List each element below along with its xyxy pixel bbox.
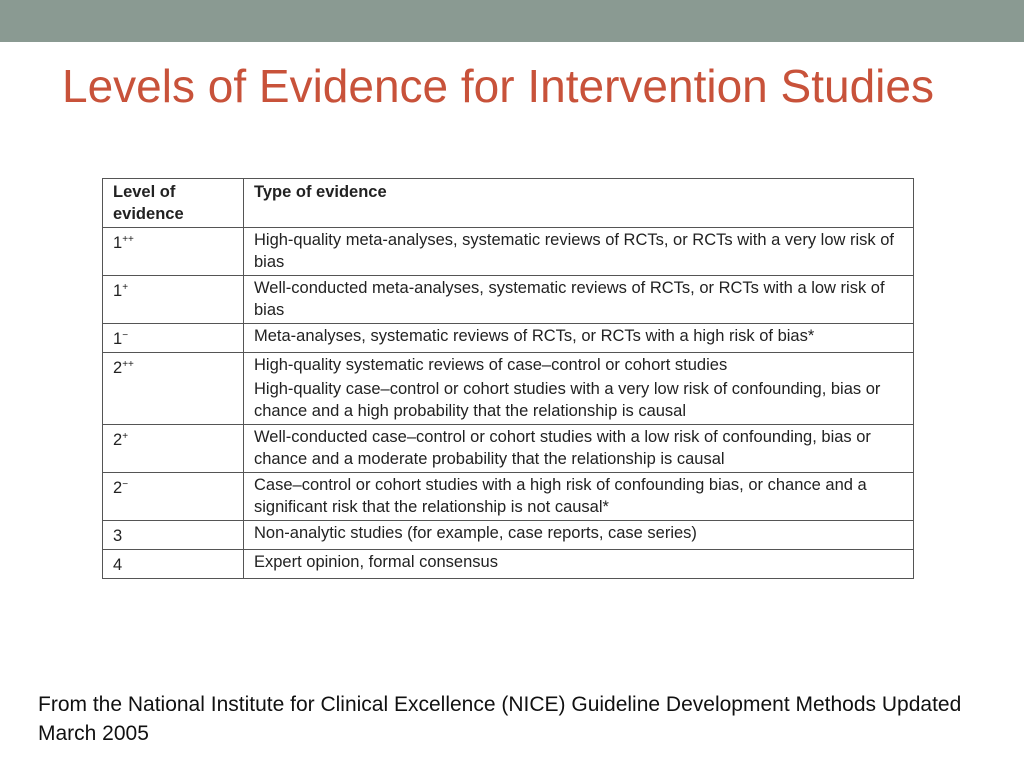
table-row (103, 425, 914, 473)
source-caption: From the National Institute for Clinical Excellence (NICE) Guideline Development Methods Updated March 2005 (38, 693, 962, 745)
table-body (103, 228, 914, 579)
level-cell (103, 276, 244, 324)
evidence-table (102, 178, 914, 579)
evidence-cell (244, 521, 914, 550)
table-row (103, 324, 914, 353)
evidence-cell (244, 425, 914, 473)
level-cell (103, 324, 244, 353)
table-row (103, 353, 914, 425)
evidence-text: Case–control or cohort studies with a high risk of confounding bias, or chance and a significant risk that the relationship is not causal* (254, 476, 867, 516)
level-superscript: − (122, 479, 129, 490)
level-number: 2 (113, 359, 123, 377)
slide-title: Levels of Evidence for Intervention Studies (62, 60, 934, 112)
evidence-cell (244, 353, 914, 425)
level-number: 4 (113, 556, 123, 574)
evidence-text: High-quality case–control or cohort studies with a very low risk of confounding, bias or chance and a high probability that the relationship is causal (254, 380, 881, 420)
top-accent-bar (0, 0, 1024, 42)
level-superscript: ++ (122, 359, 134, 370)
table-row (103, 473, 914, 521)
level-cell (103, 473, 244, 521)
level-number: 2 (113, 479, 123, 497)
evidence-text: Expert opinion, formal consensus (254, 553, 498, 571)
evidence-text: Non-analytic studies (for example, case reports, case series) (254, 524, 697, 542)
level-cell (103, 353, 244, 425)
level-superscript: ++ (122, 234, 134, 245)
evidence-text: Well-conducted meta-analyses, systematic reviews of RCTs, or RCTs with a low risk of bias (254, 279, 885, 319)
evidence-text: Meta-analyses, systematic reviews of RCTs, or RCTs with a high risk of bias* (254, 327, 815, 345)
level-number: 3 (113, 527, 123, 545)
level-cell (103, 550, 244, 579)
level-superscript: − (122, 330, 129, 341)
evidence-cell (244, 276, 914, 324)
level-number: 1 (113, 282, 123, 300)
level-superscript: + (122, 282, 129, 293)
evidence-cell (244, 324, 914, 353)
evidence-text: Well-conducted case–control or cohort studies with a low risk of confounding, bias or chance and a moderate probability that the relationship is causal (254, 428, 871, 468)
evidence-cell (244, 550, 914, 579)
evidence-cell (244, 473, 914, 521)
level-number: 1 (113, 330, 123, 348)
evidence-text: High-quality systematic reviews of case–control or cohort studies (254, 356, 728, 374)
table-row (103, 276, 914, 324)
evidence-text: High-quality meta-analyses, systematic reviews of RCTs, or RCTs with a very low risk of bias (254, 231, 895, 271)
header-type: Type of evidence (244, 179, 914, 228)
table-row (103, 521, 914, 550)
level-cell (103, 521, 244, 550)
level-superscript: + (122, 431, 129, 442)
level-number: 1 (113, 234, 123, 252)
header-level: Level of evidence (103, 179, 244, 228)
table-header-row (103, 179, 914, 228)
level-cell (103, 425, 244, 473)
evidence-table-image (98, 174, 918, 652)
table-row (103, 550, 914, 579)
level-cell (103, 228, 244, 276)
level-number: 2 (113, 431, 123, 449)
table-row (103, 228, 914, 276)
evidence-cell (244, 228, 914, 276)
